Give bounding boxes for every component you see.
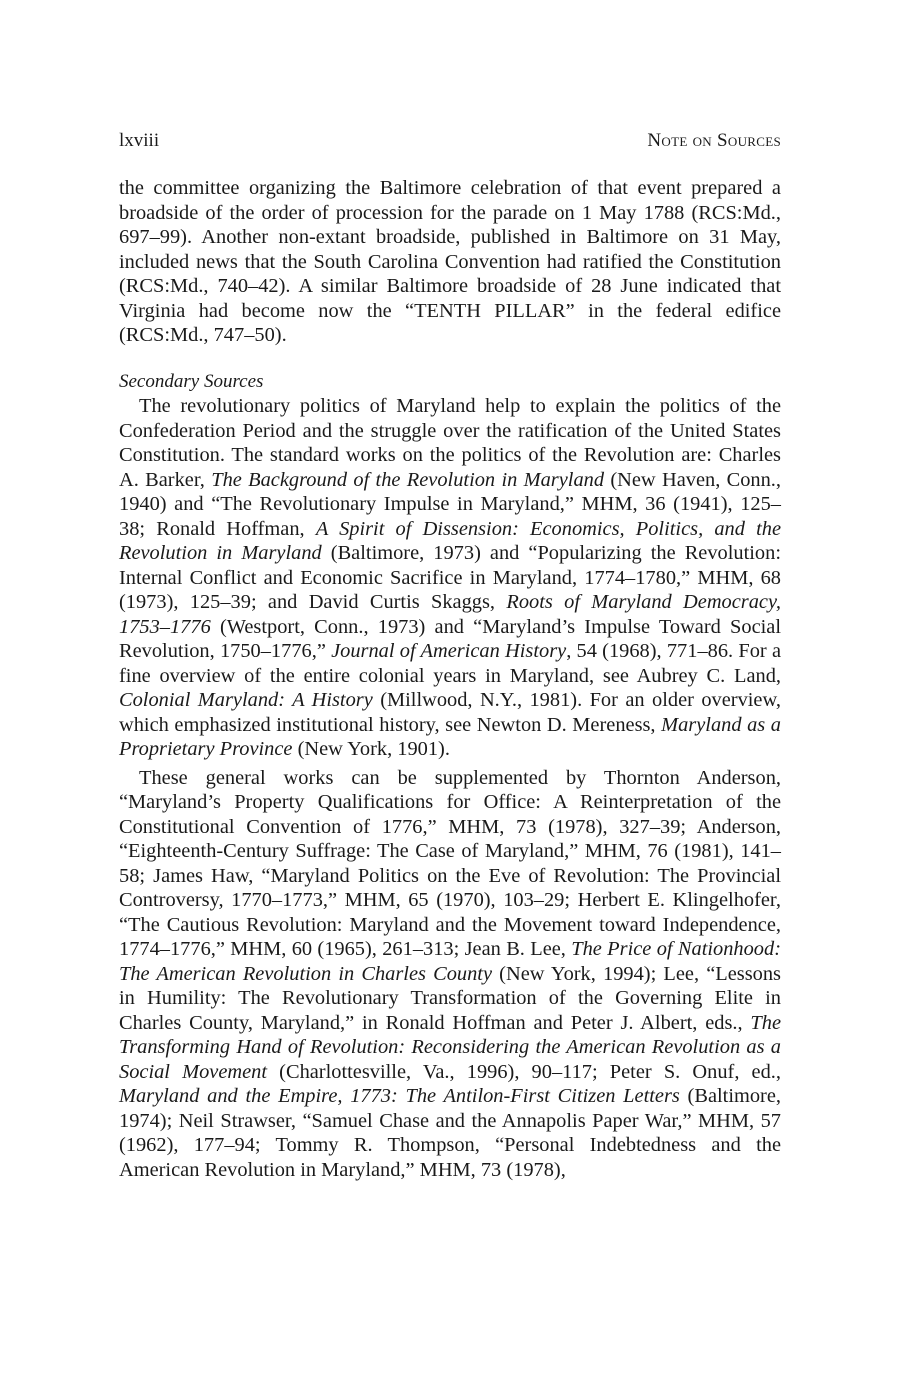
text-run: (Baltimore, 1974); Neil Strawser, “Samuel Chase and the Annapolis Paper War,” MHM, 57 (1962), 177–94; Tommy R. Thompson, “Personal Indebtedness and the American Revolution in Maryland,” MHM, 73 (1978),: [119, 1085, 781, 1181]
text-run: (New York, 1901).: [292, 738, 450, 760]
text-run: , 54 (1968), 771–86. For a fine overview of the entire colonial years in Maryland, see Aubrey C. Land,: [119, 640, 781, 687]
book-title: The Price of Nationhood: The American Revolution in Charles County: [119, 938, 781, 985]
section-heading: Secondary Sources: [119, 370, 264, 392]
book-title: Colonial Maryland: A History: [119, 689, 373, 711]
document-page: [119, 128, 781, 1182]
body-text: [119, 176, 781, 1182]
running-title: Note on Sources: [647, 130, 781, 151]
text-run: (Charlottesville, Va., 1996), 90–117; Peter S. Onuf, ed.,: [267, 1060, 781, 1083]
book-title: Roots of Maryland Democracy, 1753–1776: [119, 591, 781, 638]
text-run: (Millwood, N.Y., 1981). For an older overview, which emphasized institutional history, see Newton D. Mereness,: [119, 689, 781, 736]
book-title: The Background of the Revolution in Maryland: [211, 468, 605, 491]
text-run: These general works can be supplemented by Thornton Anderson, “Maryland’s Property Qualifications for Office: A Reinterpretation of the Constitutional Convention of 1776,” MHM, 73 (1978), 327–39; Anderson, “Eighteenth-Century Suffrage: The Case of Maryland,” MHM, 76 (1981), 141–58; James Haw, “Maryland Politics on the Eve of Revolution: The Provincial Controversy, 1770–1773,” MHM, 65 (1970), 103–29; Herbert E. Klingelhofer, “The Cautious Revolution: Maryland and the Movement toward Independence, 1774–1776,” MHM, 60 (1965), 261–313; Jean B. Lee,: [119, 766, 781, 960]
paragraph-standard-works: [119, 394, 781, 762]
book-title: Maryland and the Empire, 1773: The Antilon-First Citizen Letters: [119, 1085, 680, 1107]
continuation-paragraph: the committee organizing the Baltimore celebration of that event prepared a broadside of the order of procession for the parade on 1 May 1788 (RCS:Md., 697–99). Another non-extant broadside, published in Baltimore on 31 May, included news that the South Carolina Convention had ratified the Constitution (RCS:Md., 740–42). A similar Baltimore broadside of 28 June indicated that Virginia had become now the “TENTH PILLAR” in the federal edifice (RCS:Md., 747–50).: [119, 177, 781, 346]
text-run: (Westport, Conn., 1973) and “Maryland’s Impulse Toward Social Revolution, 1750–1776,”: [119, 615, 781, 662]
text-run: The revolutionary politics of Maryland help to explain the politics of the Confederation Period and the struggle over the ratification of the United States Constitution. The standard works on the politics of the Revolution are: Charles A. Barker,: [119, 395, 781, 491]
book-title: A Spirit of Dissension: Economics, Politics, and the Revolution in Maryland: [119, 517, 782, 564]
text-run: (Baltimore, 1973) and “Popularizing the Revolution: Internal Conflict and Economic Sacrifice in Maryland, 1774–1780,” MHM, 68 (1973), 125–39; and David Curtis Skaggs,: [119, 542, 781, 613]
paragraph-supplementary-works: [119, 766, 781, 1183]
text-run: (New York, 1994); Lee, “Lessons in Humility: The Revolutionary Transformation of the Governing Elite in Charles County, Maryland,” in Ronald Hoffman and Peter J. Albert, eds.,: [119, 962, 781, 1034]
running-header: [119, 128, 781, 154]
journal-title: Journal of American History: [331, 640, 567, 662]
page-number: lxviii: [119, 130, 160, 151]
book-title: The Transforming Hand of Revolution: Reconsidering the American Revolution as a Social Movement: [119, 1011, 781, 1083]
text-run: (New Haven, Conn., 1940) and “The Revolutionary Impulse in Maryland,” MHM, 36 (1941), 125–38; Ronald Hoffman,: [119, 468, 782, 540]
book-title: Maryland as a Proprietary Province: [119, 713, 781, 760]
